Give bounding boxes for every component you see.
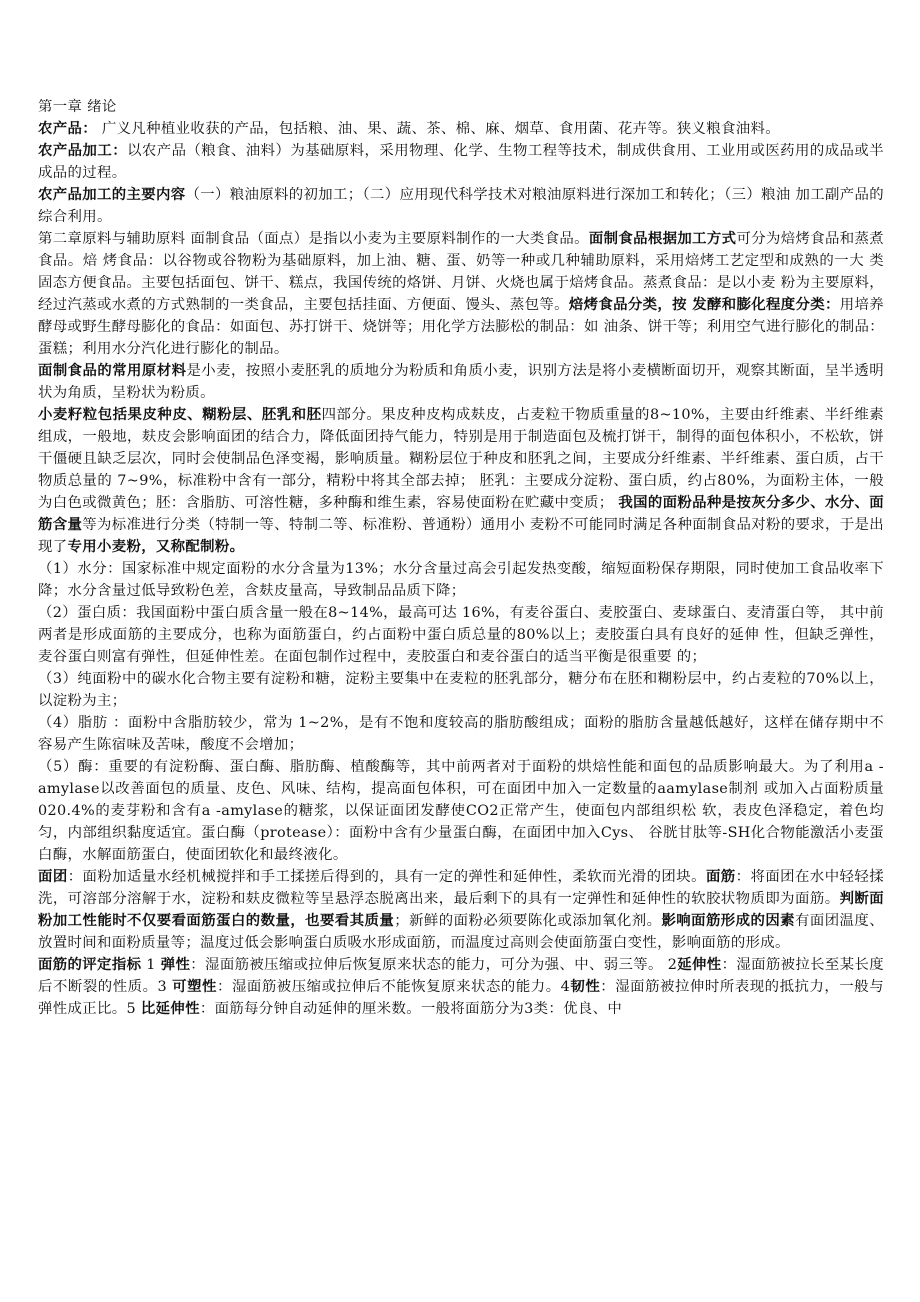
bold-term: 面筋的评定指标 (38, 956, 142, 973)
paragraph (38, 712, 884, 756)
paragraph (38, 954, 884, 1020)
text-run: ：湿面筋被拉伸时所表现的抵抗力，一般与弹性成正比。5 (38, 979, 884, 1017)
text-run: 第一章 绪论 (38, 99, 117, 115)
chapter-heading (38, 96, 884, 118)
bold-term: 面制食品根据加工方式 (588, 230, 737, 247)
paragraph (38, 118, 884, 140)
text-run: （3）纯面粉中的碳水化合物主要有淀粉和糖，淀粉主要集中在麦粒的胚乳部分，糖分布在胚和糊粉层中，约占麦粒的70%以上，以淀粉为主； (38, 671, 884, 709)
bold-term: 面筋 (705, 868, 736, 885)
text-run: 有面团温度、放置时间和面粉质量等；温度过低会影响蛋白质吸水形成面筋，而温度过高则会使面筋蛋白变性，影响面筋的形成。 (38, 913, 884, 951)
paragraph (38, 558, 884, 602)
paragraph (38, 602, 884, 668)
bold-term: 农产品加工： (38, 142, 128, 159)
bold-term: 判断面粉加工性能时不仅要看面筋蛋白的数量，也要看其质量 (38, 890, 884, 929)
paragraph (38, 360, 884, 404)
text-run: 广义凡种植业收获的产品，包括粮、油、果、蔬、茶、棉、麻、烟草、食用菌、花卉等。狭义粮食油料。 (96, 121, 780, 137)
bold-term: 延伸性 (677, 956, 722, 973)
bold-term: 韧性 (570, 978, 601, 995)
text-run: 第二章原料与辅助原料 面制食品（面点）是指以小麦为主要原料制作的一大类食品。 (38, 231, 589, 247)
text-run: ：面粉加适量水经机械搅拌和手工揉搓后得到的，具有一定的弹性和延伸性，柔软而光滑的团块。 (67, 869, 706, 885)
text-run: 四部分。果皮种皮构成麸皮，占麦粒干物质重量的8~10%，主要由纤维素、半纤维素组成，一般地，麸皮会影响面团的结合力，降低面团持气能力，特别是用于制造面包及梳打饼干，制得的面包体积小，不松软，饼干僵硬且缺乏层次，同时会使制品色泽变褐，影响质量。糊粉层位于种皮和胚乳之间，主要成分纤维素、半纤维素、蛋白质，占干物质总量的 7~9%，标准粉中含有一部分，精粉中将其全部去掉； 胚乳：主要成分淀粉、蛋白质，约占80%，为面粉主体，一般为白色或微黄色；胚：含脂肪、可溶性糖，多种酶和维生素，容易使面粉在贮藏中变质； (38, 407, 885, 511)
bold-term: 专用小麦粉，又称配制粉。 (67, 538, 245, 555)
paragraph (38, 866, 884, 954)
text-run: （2）蛋白质：我国面粉中蛋白质含量一般在8~14%，最高可达 16%，有麦谷蛋白、麦胶蛋白、麦球蛋白、麦清蛋白等， 其中前两者是形成面筋的主要成分，也称为面筋蛋白，约占面粉中蛋白质总量的80%以上；麦胶蛋白具有良好的延伸 性，但缺乏弹性，麦谷蛋白则富有弹性，但延伸性差。在面包制作过程中，麦胶蛋白和麦谷蛋白的适当平衡是很重要 的； (38, 605, 884, 665)
text-run: ：湿面筋被压缩或拉伸后不能恢复原来状态的能力。4 (217, 979, 571, 995)
text-run: 是小麦，按照小麦胚乳的质地分为粉质和角质小麦，识别方法是将小麦横断面切开，观察其断面，呈半透明状为角质，呈粉状为粉质。 (38, 363, 884, 401)
bold-term: 弹性 (160, 956, 191, 973)
bold-term: 农产品加工的主要内容 (38, 186, 186, 203)
paragraph (38, 140, 884, 184)
paragraph (38, 228, 884, 360)
text-run: ：面筋每分钟自动延伸的厘米数。一般将面筋分为3类：优良、中 (199, 1001, 623, 1017)
bold-term: 焙烤食品分类，按 发酵和膨化程度分类： (568, 296, 840, 313)
document-body (38, 96, 884, 1020)
text-run: （5）酶：重要的有淀粉酶、蛋白酶、脂肪酶、植酸酶等，其中前两者对于面粉的烘焙性能和面包的品质影响最大。为了利用a -amylase以改善面包的质量、皮色、风味、结构，提高面包体积，可在面团中加入一定数量的aamylase制剂 或加入占面粉质量020.4%的麦芽粉和含有a -amylase的糖浆，以保证面团发酵使CO2正常产生，使面包内部组织松 软，表皮色泽稳定，着色均匀，内部组织黏度适宜。蛋白酶（protease）：面粉中含有少量蛋白酶，在面团中加入Cys、 谷胱甘肽等-SH化合物能激活小麦蛋白酶，水解面筋蛋白，使面团软化和最终液化。 (38, 759, 884, 863)
text-run: ：将面团在水中轻轻揉洗，可溶部分溶解于水，淀粉和麸皮微粒等呈悬浮态脱离出来，最后剩下的具有一定弹性和延伸性的软胶状物质即为面筋。 (38, 869, 884, 907)
bold-term: 面团 (38, 868, 68, 885)
text-run: 可分为焙烤食品和蒸煮食品。焙 烤食品：以谷物或谷物粉为基础原料，加上油、糖、蛋、奶等一种或几种辅助原料，采用焙烤工艺定型和成熟的一大 类固态方便食品。主要包括面包、饼干、糕点，我国传统的烙饼、月饼、火烧也属于焙烤食品。蒸煮食品：是以小麦 粉为主要原料，经过汽蒸或水煮的方式熟制的一类食品，主要包括挂面、方便面、馒头、蒸包等。 (38, 231, 884, 313)
paragraph (38, 668, 884, 712)
text-run: （1）水分：国家标准中规定面粉的水分含量为13%；水分含量过高会引起发热变酸，缩短面粉保存期限，同时使加工食品收率下降；水分含量过低导致粉色差，含麸皮量高，导致制品品质下降； (38, 561, 884, 599)
text-run: 等为标准进行分类（特制一等、特制二等、标准粉、普通粉）通用小 麦粉不可能同时满足各种面制食品对粉的要求，于是出现了 (38, 517, 885, 555)
text-run: 1 (141, 957, 161, 973)
text-run: ：湿面筋被拉长至某长度后不断裂的性质。3 (38, 957, 884, 995)
bold-term: 我国的面粉品种是按灰分多少、水分、面筋含量 (38, 494, 884, 533)
bold-term: 比延伸性 (140, 1000, 200, 1017)
text-run: ：湿面筋被压缩或拉伸后恢复原来状态的能力，可分为强、中、弱三等。 2 (190, 957, 678, 973)
text-run: 用培养酵母或野生酵母膨化的食品：如面包、苏打饼干、烧饼等；用化学方法膨松的制品：如 油条、饼干等；利用空气进行膨化的制品：蛋糕；利用水分汽化进行膨化的制品。 (38, 297, 884, 357)
text-run: （一）粮油原料的初加工；（二）应用现代科学技术对粮油原料进行深加工和转化；（三）粮油 加工副产品的综合利用。 (38, 187, 884, 225)
bold-term: 可塑性 (172, 978, 217, 995)
bold-term: 影响面筋形成的因素 (661, 912, 796, 929)
paragraph (38, 404, 884, 558)
text-run: （4）脂肪 ：面粉中含脂肪较少，常为 1~2%，是有不饱和度较高的脂肪酸组成；面粉的脂肪含量越低越好，这样在储存期中不容易产生陈宿味及苦味，酸度不会增加； (38, 715, 884, 753)
bold-term: 小麦籽粒包括果皮种皮、糊粉层、胚乳和胚 (38, 406, 322, 423)
paragraph (38, 756, 884, 866)
text-run: ；新鲜的面粉必须要陈化或添加氧化剂。 (394, 913, 662, 929)
bold-term: 农产品： (38, 120, 97, 137)
paragraph (38, 184, 884, 228)
bold-term: 面制食品的常用原材料 (38, 362, 187, 379)
text-run: 以农产品（粮食、油料）为基础原料，采用物理、化学、生物工程等技术，制成供食用、工业用或医药用的成品或半成品的过程。 (38, 143, 884, 181)
